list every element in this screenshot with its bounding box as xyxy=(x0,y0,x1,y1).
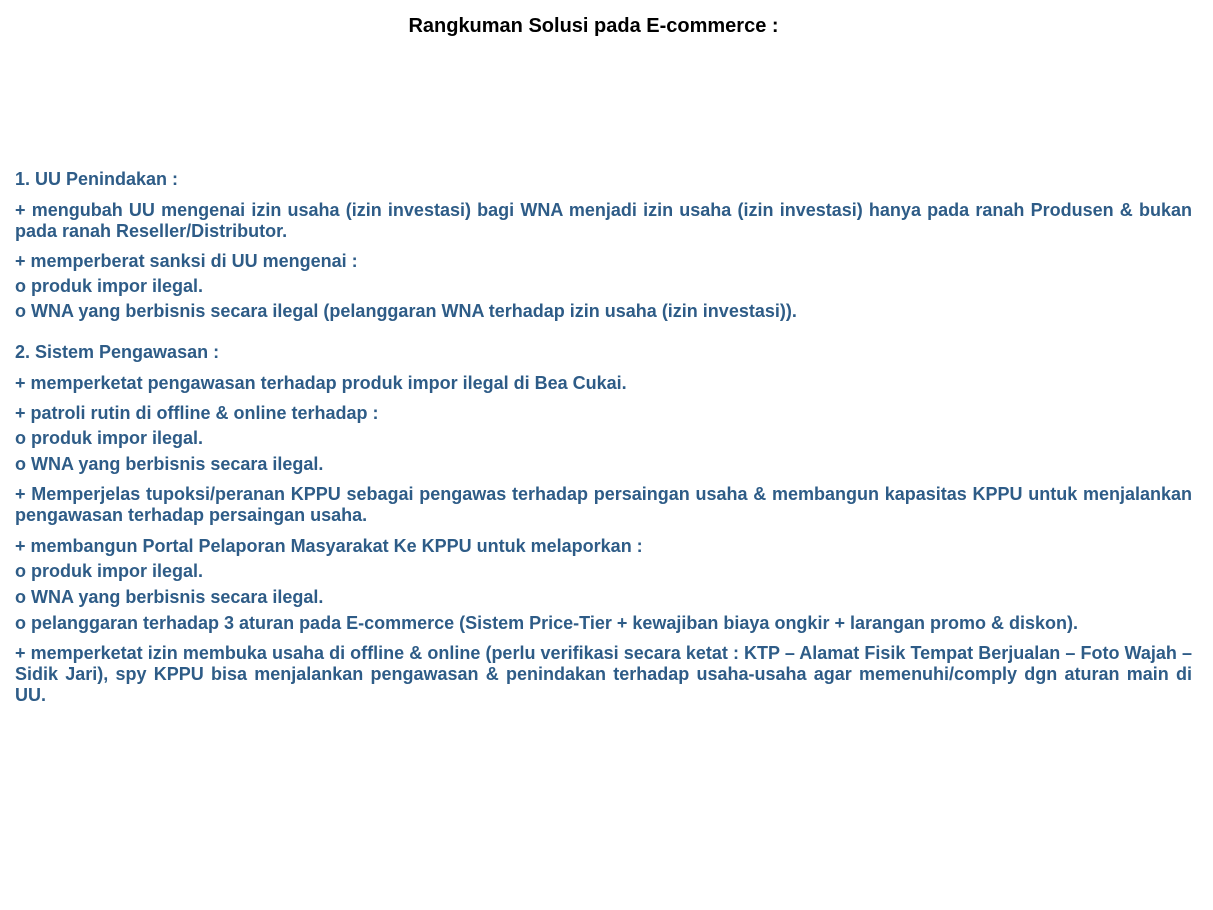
sub-list-item: o pelanggaran terhadap 3 aturan pada E-commerce (Sistem Price-Tier + kewajiban biaya ongkir + larangan promo & diskon). xyxy=(15,613,1078,633)
list-item: + memperberat sanksi di UU mengenai : xyxy=(15,251,358,271)
document-body xyxy=(15,169,1192,706)
sub-list-item: o WNA yang berbisnis secara ilegal. xyxy=(15,454,324,474)
list-item: + membangun Portal Pelaporan Masyarakat Ke KPPU untuk melaporkan : xyxy=(15,536,643,556)
list-item: + Memperjelas tupoksi/peranan KPPU sebagai pengawas terhadap persaingan usaha & membangun kapasitas KPPU untuk menjalankan pengawasan terhadap persaingan usaha. xyxy=(15,484,1192,525)
sub-list-item: o WNA yang berbisnis secara ilegal (pelanggaran WNA terhadap izin usaha (izin investasi)). xyxy=(15,301,797,321)
sub-list-item: o produk impor ilegal. xyxy=(15,276,204,296)
list-item: + mengubah UU mengenai izin usaha (izin investasi) bagi WNA menjadi izin usaha (izin investasi) hanya pada ranah Produsen & bukan pada ranah Reseller/Distributor. xyxy=(15,200,1192,241)
list-item: + memperketat pengawasan terhadap produk impor ilegal di Bea Cukai. xyxy=(15,373,627,393)
page-title: Rangkuman Solusi pada E-commerce : xyxy=(408,15,779,37)
list-item: + patroli rutin di offline & online terhadap : xyxy=(15,403,379,423)
section-heading-uu-penindakan: 1. UU Penindakan : xyxy=(15,169,179,189)
section-heading-sistem-pengawasan: 2. Sistem Pengawasan : xyxy=(15,342,220,362)
sub-list-item: o produk impor ilegal. xyxy=(15,428,204,448)
list-item: + memperketat izin membuka usaha di offline & online (perlu verifikasi secara ketat : KTP – Alamat Fisik Tempat Berjualan – Foto Wajah – Sidik Jari), spy KPPU bisa menjalankan pengawasan & penindakan terhadap usaha-usaha agar memenuhi/comply dgn aturan main di UU. xyxy=(15,643,1192,705)
sub-list-item: o produk impor ilegal. xyxy=(15,561,204,581)
sub-list-item: o WNA yang berbisnis secara ilegal. xyxy=(15,587,324,607)
